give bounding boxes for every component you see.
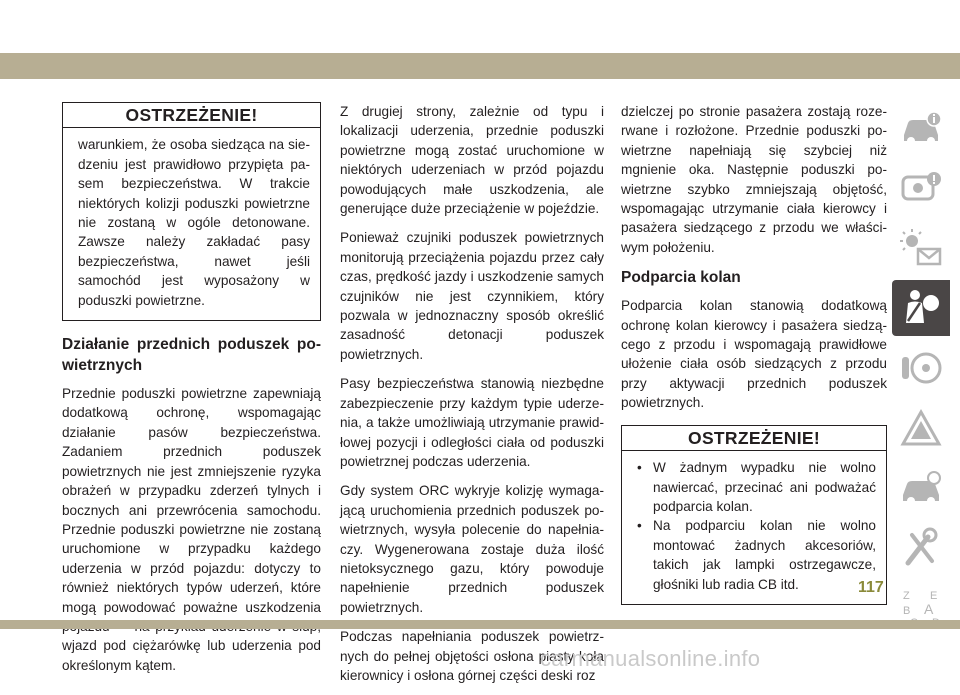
paragraph: Z drugiej strony, zależnie od typu i lokalizacji uderzenia, przednie poduszki powietrzne mogą zostać uruchomione w niektórych uderzeniach w przód pojazdu powodujących małe uszkodzenia, ale generujące duże przeciążenie w pojeździe.: [340, 104, 604, 217]
index-letter: E: [930, 590, 938, 602]
paragraph: Ponieważ czujniki poduszek powietrznych monitorują przeciążenia pojazdu przez cały czas, prędkość jazdy i uszkodzenie samych czujników nie jest czynnikiem, który pozwala w jednoznaczny sposób określić zasadność detonacji poduszek powietrznych.: [340, 230, 604, 362]
tab-vehicle-info[interactable]: [892, 100, 950, 156]
tab-starting-driving[interactable]: [892, 340, 950, 396]
warning-text-content: warunkiem, że osoba siedząca na siedzeniu jest prawidłowo przypięta pasem bezpieczeństwa. W trakcie niektórych kolizji poduszki powietrzne nie zostaną w ogóle detonowane. Zawsze należy zakładać pasy bezpieczeństwa, nawet jeśli samochód jest wyposażony w poduszki powietrzne.: [78, 137, 310, 308]
tab-dashboard[interactable]: [892, 160, 950, 216]
seatbelt-airbag-icon: [898, 287, 944, 329]
car-service-icon: [898, 467, 944, 509]
paragraph: Podparcia kolan stanowią dodatkową ochronę kolan kierowcy i pasażera siedzącego z przodu i wspomagają prawidłowe ułożenie ciała osób siedzących z przodu przy aktywacji przednich poduszek powietrznych.: [621, 298, 887, 411]
index-letter: Z: [903, 590, 910, 602]
warning-box: [621, 425, 887, 605]
section-heading: Działanie przednich poduszek powietrznych: [62, 336, 321, 375]
warning-title: OSTRZEŻENIE!: [63, 103, 320, 128]
page-number: 117: [858, 579, 884, 596]
warning-bullet: • Na podparciu kolan nie wolno montować żadnych akcesoriów, takich jak lampki ostrzegawcze, głośniki lub radia CB itd.: [637, 516, 876, 594]
index-letter: B: [903, 605, 911, 617]
steering-key-icon: [898, 347, 944, 389]
column-2: [340, 102, 604, 695]
warning-bullet: • W żadnym wypadku nie wolno nawiercać, przecinać ani podważać podparcia kolan.: [637, 458, 876, 516]
tab-lights[interactable]: [892, 220, 950, 276]
watermark: carmanualsonline.info: [540, 646, 761, 671]
index-letter: A: [924, 601, 934, 617]
lights-message-icon: [898, 227, 944, 269]
paragraph: Gdy system ORC wykryje kolizję wymagającą uruchomienia przednich poduszek powietrznych, wysyła polecenie do napełniaczy. Wygenerowana zostaje duża ilość nietoksycznego gazu, który powoduje napełnienie przednich poduszek powietrznych.: [340, 483, 604, 615]
chapter-tabs: [892, 100, 950, 640]
section-heading: Podparcia kolan: [621, 269, 741, 287]
roadside-warning-icon: [898, 407, 944, 449]
warning-text: [63, 128, 320, 320]
header-band: [0, 53, 960, 79]
paragraph: Przednie poduszki powietrzne zapewniają dodatkową ochronę, wspomagając działanie pasów bezpieczeństwa. Zadaniem przednich poduszek powietrznych nie jest zmniejszenie ryzyka obrażeń w przypadku zderzeń tylnych i bocznych ani przewrócenia samochodu. Przednie poduszki powietrzne nie zostaną uruchomione w przypadku każdego uderzenia w przód pojazdu: dotyczy to również niektórych typów uderzeń, które mogą powodować poważne uszkodzenia wjazd pod ciężarówkę lub uderzenia pod określonym kątem.: [62, 386, 321, 673]
tab-technical[interactable]: [892, 520, 950, 576]
paragraph: dzielczej po stronie pasażera zostają rozerwane i rozłożone. Przednie poduszki powietrzne napełniają się szybciej niż mgnienie oka. Następnie poduszki powietrzne szybko zmniejszają objętość, wspomagając utrzymanie ciała kierowcy i pasażera siedzącego z przodu we właściwym położeniu.: [621, 104, 887, 255]
tab-emergency[interactable]: [892, 400, 950, 456]
warning-box: [62, 102, 321, 321]
warning-list: [622, 451, 886, 604]
car-info-icon: [898, 107, 944, 149]
column-3: [621, 102, 887, 605]
wrench-spanner-icon: [898, 527, 944, 569]
paragraph: Pasy bezpieczeństwa stanowią niezbędne zabezpieczenie przy każdym typie uderzenia, a także umożliwiają utrzymanie prawidłowej pozycji i odległości ciała od poduszki powietrznej podczas uderzenia.: [340, 376, 604, 469]
tab-safety[interactable]: [892, 280, 950, 336]
footer-band: [0, 620, 960, 629]
dashboard-warning-icon: [898, 167, 944, 209]
warning-title: OSTRZEŻENIE!: [622, 426, 886, 451]
tab-service[interactable]: [892, 460, 950, 516]
column-1: [62, 102, 321, 685]
paragraph: Podczas napełniania poduszek powietrznych do pełnej objętości osłona piasty koła kierownicy i osłona górnej części deski roz: [340, 629, 604, 683]
